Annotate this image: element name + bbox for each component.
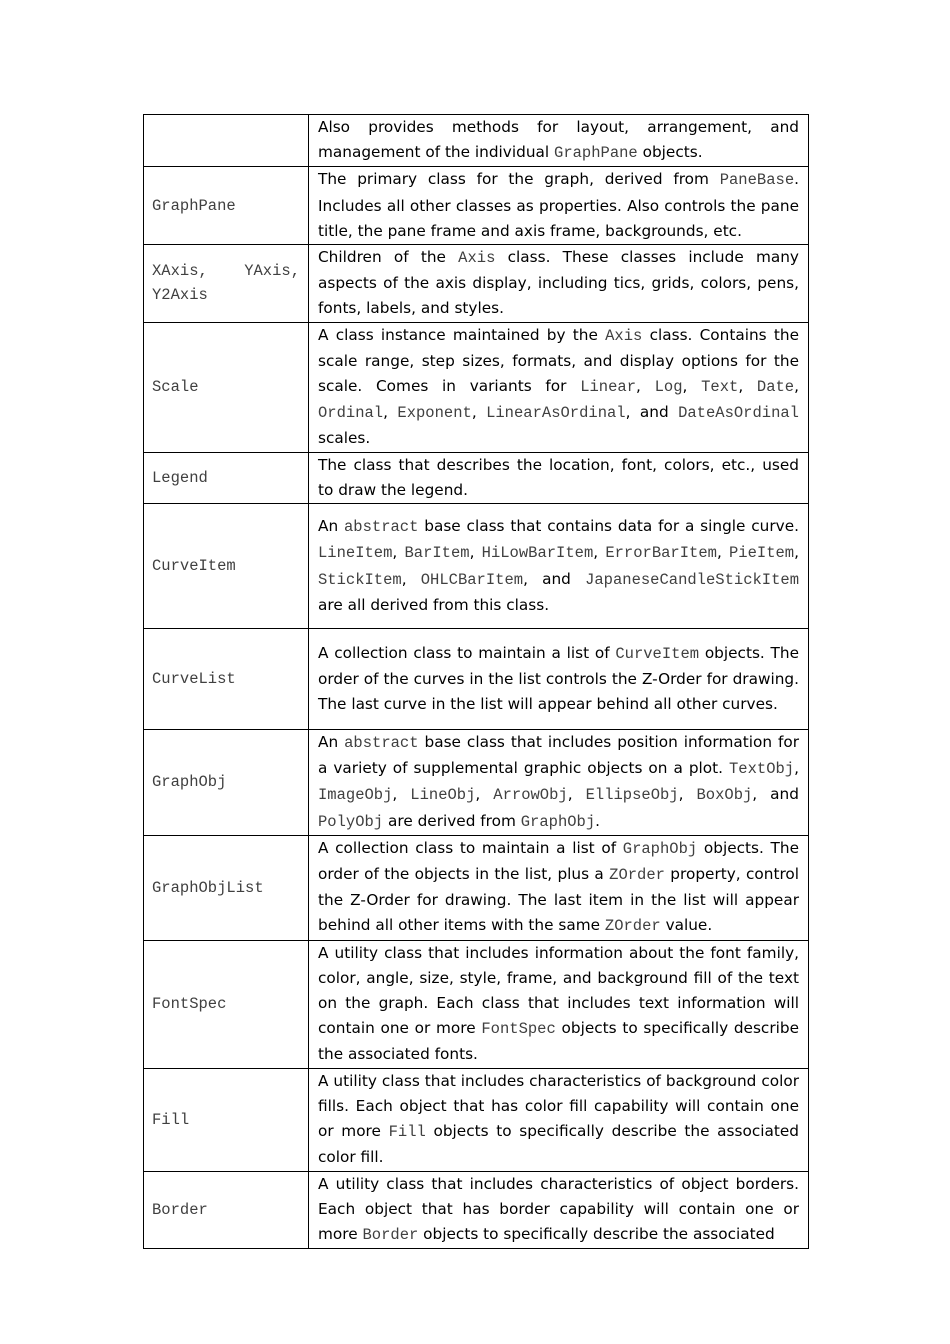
description-text: Also provides methods for layout, arrangement, and management of the individual — [318, 118, 799, 162]
class-name-cell — [144, 245, 309, 323]
class-description-cell — [309, 940, 809, 1068]
description-text: objects. The order of the curves in the list controls the Z-Order for drawing. The last curve in the list will appear behind all other curves. — [318, 643, 799, 714]
code-identifier: abstract — [344, 518, 419, 537]
description-text: A collection class to maintain a list of — [318, 838, 623, 857]
class-name-cell — [144, 1171, 309, 1249]
description-text: , — [716, 543, 729, 562]
class-description-cell — [309, 835, 809, 940]
table-row — [144, 1068, 809, 1171]
code-identifier: Log — [654, 378, 683, 397]
description-text: . — [595, 811, 601, 830]
class-description — [309, 115, 808, 166]
class-name-cell — [144, 629, 309, 730]
class-description — [309, 453, 808, 503]
code-identifier: DateAsOrdinal — [678, 404, 799, 423]
code-identifier: PaneBase — [719, 171, 795, 190]
description-text: The class that describes the location, font, colors, etc., used to draw the legend. — [318, 455, 799, 499]
table-row — [144, 629, 809, 730]
class-name-cell — [144, 835, 309, 940]
code-identifier: LinearAsOrdinal — [486, 404, 626, 423]
description-text: objects to specifically describe the associated — [418, 1224, 775, 1243]
description-text: are derived from — [383, 811, 521, 830]
description-text: , — [469, 543, 482, 562]
code-identifier: Linear — [580, 378, 636, 397]
class-name: Fill — [152, 1110, 190, 1129]
description-text: A class instance maintained by the — [318, 325, 606, 344]
class-name: Border — [152, 1200, 208, 1219]
class-description — [309, 1069, 808, 1171]
description-text: class. Contains the scale range, step sizes, formats, and display options for the scale. Comes in variants for — [318, 325, 799, 396]
code-identifier: Ordinal — [318, 404, 384, 423]
description-text: A utility class that includes characteristics of background color fills. Each object that has color fill capability will contain one or more — [318, 1071, 799, 1141]
code-identifier: TextObj — [729, 760, 795, 779]
class-description — [309, 514, 808, 618]
code-identifier: Exponent — [397, 404, 472, 423]
class-description — [309, 245, 808, 322]
class-description-cell — [309, 452, 809, 503]
code-identifier: abstract — [344, 734, 419, 753]
code-identifier: ZOrder — [609, 866, 665, 885]
class-description-cell — [309, 167, 809, 245]
description-text: base class that includes position information for a variety of supplemental graphic objects on a plot. — [318, 733, 800, 778]
table-row — [144, 1171, 809, 1249]
code-identifier: FontSpec — [481, 1020, 556, 1039]
code-identifier: Border — [362, 1225, 419, 1244]
code-identifier: OHLCBarItem — [420, 570, 524, 589]
class-description — [309, 1172, 808, 1249]
table-row — [144, 504, 809, 629]
code-identifier: Axis — [458, 249, 496, 268]
description-text: property, control the Z-Order for drawing. The last item in the list will appear behind all other items with the same — [318, 865, 800, 935]
description-text: class. These classes include many aspects of the axis display, including tics, grids, colors, pens, fonts, labels, and styles. — [318, 248, 799, 318]
table-row — [144, 245, 809, 323]
description-text: A collection class to maintain a list of — [318, 643, 616, 662]
class-name: Scale — [152, 378, 199, 397]
class-name: GraphPane — [152, 196, 236, 215]
class-name-cell — [144, 452, 309, 503]
description-text: Children of the — [318, 248, 459, 267]
class-description — [309, 836, 808, 940]
code-identifier: Fill — [388, 1123, 426, 1142]
description-text: value. — [660, 916, 713, 935]
class-description — [309, 167, 808, 244]
table-row — [144, 940, 809, 1068]
class-name: Legend — [152, 468, 208, 487]
class-description — [309, 941, 808, 1068]
class-reference-table — [143, 114, 809, 1249]
code-identifier: PolyObj — [318, 812, 384, 831]
description-text: , — [392, 785, 411, 804]
description-text: objects. — [637, 143, 703, 162]
class-description-cell — [309, 115, 809, 167]
description-text: , — [636, 377, 655, 396]
class-description — [309, 641, 808, 718]
description-text: objects to specifically describe the associated color fill. — [318, 1122, 800, 1167]
description-text: base class that contains data for a single curve. — [418, 517, 799, 536]
description-text: objects. The order of the objects in the list, plus a — [318, 838, 799, 884]
class-table-body — [144, 115, 809, 1249]
code-identifier: Text — [701, 378, 739, 397]
code-identifier: ZOrder — [604, 917, 661, 936]
class-description-cell — [309, 629, 809, 730]
description-text: objects to specifically describe the associated fonts. — [318, 1019, 799, 1064]
description-text: , — [794, 543, 799, 562]
class-description-cell — [309, 504, 809, 629]
description-text: A utility class that includes information about the font family, color, angle, size, style, frame, and background fill of the text on the graph. Each class that includes text information will contain one or more — [318, 943, 799, 1038]
code-identifier: GraphObj — [622, 839, 698, 858]
description-text: , and — [523, 569, 586, 588]
code-identifier: PieItem — [728, 544, 795, 563]
description-text: A utility class that includes characteristics of object borders. Each object that has border capability will contain one or more — [318, 1174, 799, 1243]
code-identifier: ArrowObj — [493, 786, 568, 805]
code-identifier: GraphPane — [554, 144, 638, 163]
description-text: An — [318, 517, 344, 536]
description-text: , — [738, 377, 757, 396]
class-description-cell — [309, 322, 809, 452]
table-row — [144, 167, 809, 245]
description-text: , — [392, 543, 405, 562]
class-description-cell — [309, 1171, 809, 1249]
class-name-cell — [144, 322, 309, 452]
code-identifier: HiLowBarItem — [481, 544, 594, 563]
table-row — [144, 322, 809, 452]
description-text: The primary class for the graph, derived from — [318, 170, 720, 189]
class-name-cell — [144, 167, 309, 245]
class-description — [309, 323, 808, 452]
description-text: . Includes all other classes as properties. Also controls the pane title, the pane frame and axis frame, backgrounds, etc. — [318, 170, 799, 240]
class-name: XAxis, YAxis, Y2Axis — [152, 262, 300, 305]
class-name: CurveItem — [152, 557, 236, 576]
class-description — [309, 730, 808, 835]
description-text: scales. — [318, 429, 371, 448]
table-row — [144, 115, 809, 167]
description-text: , — [567, 785, 586, 804]
class-description-cell — [309, 245, 809, 323]
class-name: FontSpec — [152, 995, 227, 1014]
description-text: , — [383, 403, 398, 422]
class-name: CurveList — [152, 670, 236, 689]
description-text: , and — [625, 403, 679, 422]
class-name-cell — [144, 1068, 309, 1171]
description-text: , and — [752, 785, 799, 804]
table-row — [144, 835, 809, 940]
class-description-cell — [309, 730, 809, 836]
class-name: GraphObjList — [152, 878, 264, 897]
description-text: are all derived from this class. — [318, 595, 550, 614]
description-text: , — [593, 543, 606, 562]
code-identifier: ImageObj — [318, 786, 393, 805]
code-identifier: EllipseObj — [585, 786, 679, 805]
code-identifier: BarItem — [404, 544, 470, 563]
description-text: , — [794, 377, 799, 396]
class-name: GraphObj — [152, 773, 227, 792]
code-identifier: CurveItem — [615, 644, 700, 663]
table-row — [144, 452, 809, 503]
description-text: , — [471, 403, 487, 422]
description-text: An — [318, 733, 345, 752]
code-identifier: ErrorBarItem — [605, 544, 717, 563]
code-identifier: Axis — [605, 326, 643, 345]
class-description-cell — [309, 1068, 809, 1171]
description-text: , — [401, 569, 421, 588]
code-identifier: Date — [756, 378, 795, 397]
code-identifier: LineObj — [410, 786, 476, 805]
code-identifier: JapaneseCandleStickItem — [585, 570, 799, 589]
description-text: , — [794, 759, 799, 778]
class-name-cell — [144, 730, 309, 836]
description-text: , — [678, 785, 697, 804]
class-name-cell — [144, 115, 309, 167]
class-name-cell — [144, 504, 309, 629]
description-text: , — [682, 377, 702, 396]
code-identifier: LineItem — [318, 544, 393, 563]
class-name-cell — [144, 940, 309, 1068]
code-identifier: StickItem — [318, 570, 402, 589]
table-row — [144, 730, 809, 836]
code-identifier: GraphObj — [520, 812, 596, 831]
description-text: , — [475, 785, 494, 804]
code-identifier: BoxObj — [696, 786, 753, 805]
